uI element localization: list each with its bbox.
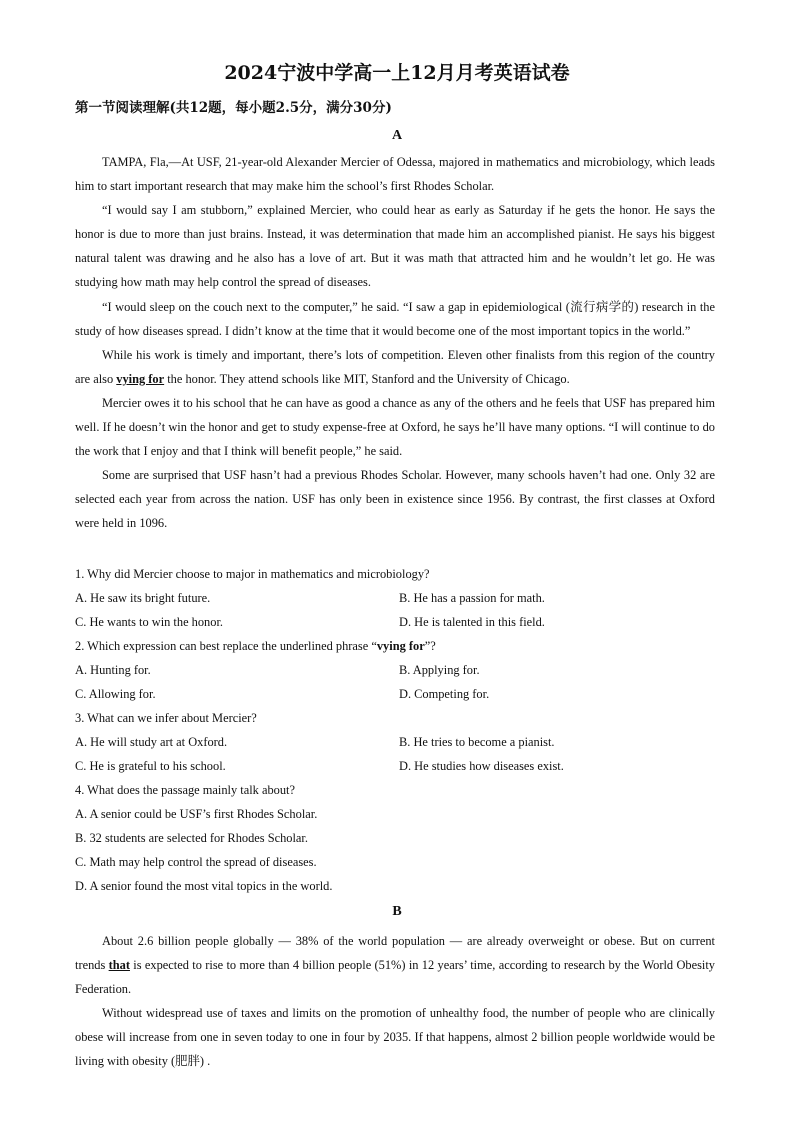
q2-stem-bold: vying for xyxy=(376,639,425,653)
question-3-option-c: C. He is grateful to his school. xyxy=(75,759,226,773)
question-3-stem: 3. What can we infer about Mercier? xyxy=(75,711,257,725)
question-4-option-b: B. 32 students are selected for Rhodes Scholar. xyxy=(75,831,308,845)
passage-a-paragraph-2: “I would say I am stubborn,” explained Mercier, who could hear as early as Saturday if he gets the honor. He says the honor is due to more than just brains. Instead, it was determination that made him an accomplished pianist. He says his biggest natural talent was drawing and he also has a love of art. But it was math that attracted him and he wouldn’t let go. He was studying how math may help control the spread of diseases. xyxy=(75,203,715,290)
question-4-option-d: D. A senior found the most vital topics in the world. xyxy=(75,879,333,893)
question-4-stem: 4. What does the passage mainly talk about? xyxy=(75,783,295,797)
passage-b-label: B xyxy=(392,904,402,919)
b-p1-text-after: is expected to rise to more than 4 billion people (51%) in 12 years’ time, according to research by the World Obesity Federation. xyxy=(75,958,715,997)
p4-text-after: the honor. They attend schools like MIT, Stanford and the University of Chicago. xyxy=(164,371,570,386)
question-4-option-c: C. Math may help control the spread of diseases. xyxy=(75,855,317,869)
b-p1-text-before: About 2.6 billion people globally — 38% of the world population — are already overweight or obese. But on current trends xyxy=(75,934,715,973)
q2-stem-before: 2. Which expression can best replace the underlined phrase “ xyxy=(75,639,377,653)
passage-a-label: A xyxy=(391,128,403,143)
p4-text-before: While his work is timely and important, there’s lots of competition. Eleven other finalists from this region of the country are also xyxy=(75,347,715,386)
question-3-option-d: D. He studies how diseases exist. xyxy=(399,759,564,773)
question-2-option-c: C. Allowing for. xyxy=(75,687,156,701)
question-2-option-d: D. Competing for. xyxy=(399,687,490,701)
question-3-option-b: B. He tries to become a pianist. xyxy=(399,735,555,749)
passage-b xyxy=(75,929,715,1074)
question-2-option-a: A. Hunting for. xyxy=(75,663,151,677)
passage-a-paragraph-1: TAMPA, Fla,—At USF, 21-year-old Alexander Mercier of Odessa, majored in mathematics and microbiology, which leads him to start important research that may make him the school’s first Rhodes Scholar. xyxy=(75,155,715,194)
question-1-option-b: B. He has a passion for math. xyxy=(399,591,545,605)
passage-a-paragraph-6: Some are surprised that USF hasn’t had a previous Rhodes Scholar. However, many schools haven’t had one. Only 32 are selected each year from across the nation. USF has only been in existence since 1956. By contrast, the first classes at Oxford were held in 1096. xyxy=(75,468,715,531)
underlined-word: that xyxy=(108,958,130,973)
passage-b-paragraph-1 xyxy=(75,929,715,1001)
question-2-option-b: B. Applying for. xyxy=(399,663,480,677)
question-1-option-c: C. He wants to win the honor. xyxy=(75,615,223,629)
question-4-option-a: A. A senior could be USF’s first Rhodes Scholar. xyxy=(75,807,318,821)
question-1-stem: 1. Why did Mercier choose to major in mathematics and microbiology? xyxy=(75,567,430,581)
passage-a-paragraph-3: “I would sleep on the couch next to the computer,” he said. “I saw a gap in epidemiological (流行病学的) research in the study of how diseases spread. I didn’t know at the time that it would become one of the most important topics in the world.” xyxy=(75,299,715,338)
question-3-option-a: A. He will study art at Oxford. xyxy=(75,735,228,749)
passage-a-paragraph-4 xyxy=(75,343,715,391)
question-1-option-d: D. He is talented in this field. xyxy=(399,615,545,629)
passage-a-paragraph-5: Mercier owes it to his school that he can have as good a chance as any of the others and he feels that USF has prepared him well. If he doesn’t win the honor and get to study expense-free at Oxford, he says he’ll have many options. “I will continue to do the work that I enjoy and that I think will benefit people,” he said. xyxy=(75,395,715,459)
page-title: 2024宁波中学高一上12月月考英语试卷 xyxy=(224,62,570,84)
question-1-option-a: A. He saw its bright future. xyxy=(75,591,211,605)
question-2-stem xyxy=(75,639,436,654)
passage-b-paragraph-2: Without widespread use of taxes and limits on the promotion of unhealthy food, the number of people who are clinically obese will increase from one in seven today to one in four by 2035. If that happens, almost 2 billion people worldwide would be living with obesity (肥胖) . xyxy=(75,1006,715,1069)
passage-a xyxy=(75,150,715,536)
q2-stem-after: ”? xyxy=(424,639,436,653)
section-heading: 第一节阅读理解(共12题，每小题2.5分，满分30分) xyxy=(75,100,392,116)
underlined-phrase: vying for xyxy=(116,371,165,386)
